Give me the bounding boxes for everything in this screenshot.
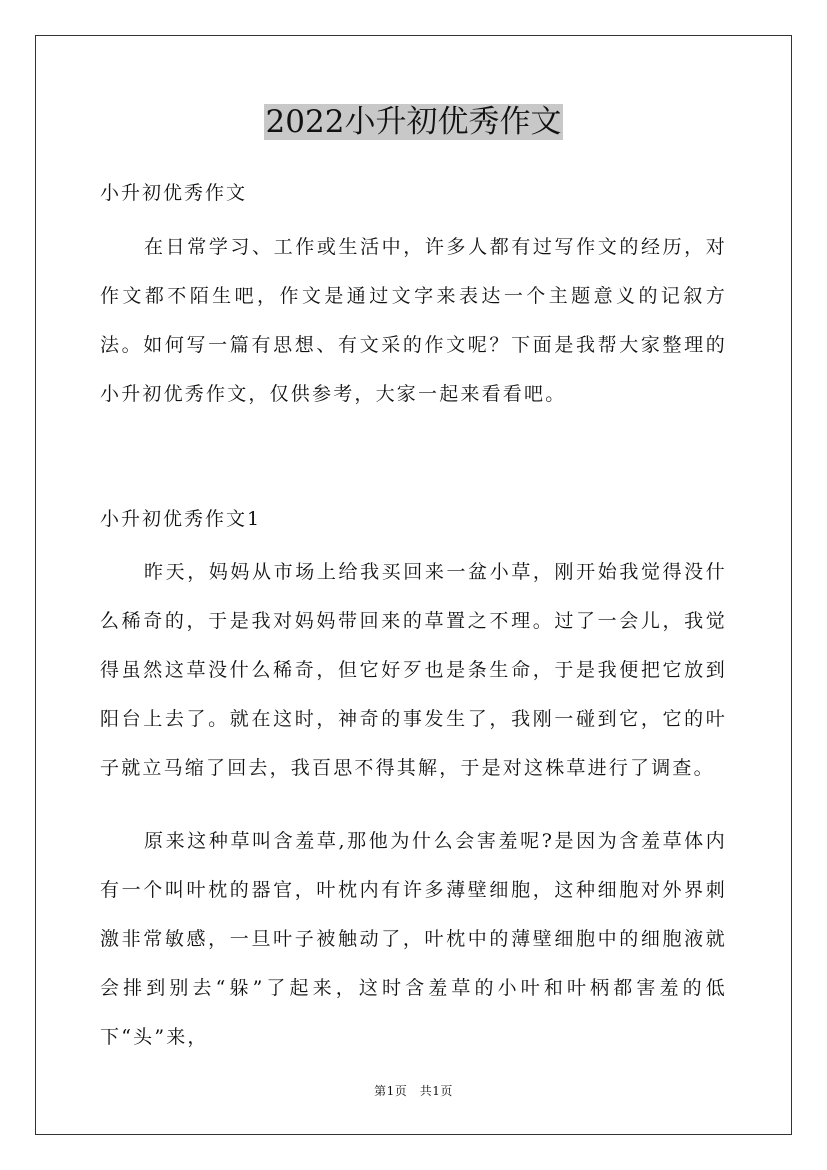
essay1-heading: 小升初优秀作文1 bbox=[100, 508, 262, 530]
document-title bbox=[0, 100, 827, 144]
essay1-paragraph-2: 原来这种草叫含羞草,那他为什么会害羞呢?是因为含羞草体内有一个叫叶枕的器官，叶枕内有许多薄壁细胞，这种细胞对外界刺激非常敏感，一旦叶子被触动了，叶枕中的薄壁细胞中的细胞液就会排到别去“躲”了起来，这时含羞草的小叶和叶柄都害羞的低下“头”来， bbox=[100, 830, 727, 1048]
document-title-text: 2022小升初优秀作文 bbox=[265, 104, 562, 140]
page-footer: 第1页 共1页 bbox=[374, 1084, 453, 1098]
essay1-paragraph-1: 昨天，妈妈从市场上给我买回来一盆小草，刚开始我觉得没什么稀奇的，于是我对妈妈带回来的草置之不理。过了一会儿，我觉得虽然这草没什么稀奇，但它好歹也是条生命，于是我便把它放到阳台上去了。就在这时，神奇的事发生了，我刚一碰到它，它的叶子就立马缩了回去，我百思不得其解，于是对这株草进行了调查。 bbox=[100, 561, 727, 779]
intro-paragraph: 在日常学习、工作或生活中，许多人都有过写作文的经历，对作文都不陌生吧，作文是通过文字来表达一个主题意义的记叙方法。如何写一篇有思想、有文采的作文呢？下面是我帮大家整理的小升初优秀作文，仅供参考，大家一起来看看吧。 bbox=[100, 236, 727, 405]
intro-heading: 小升初优秀作文 bbox=[100, 182, 248, 204]
